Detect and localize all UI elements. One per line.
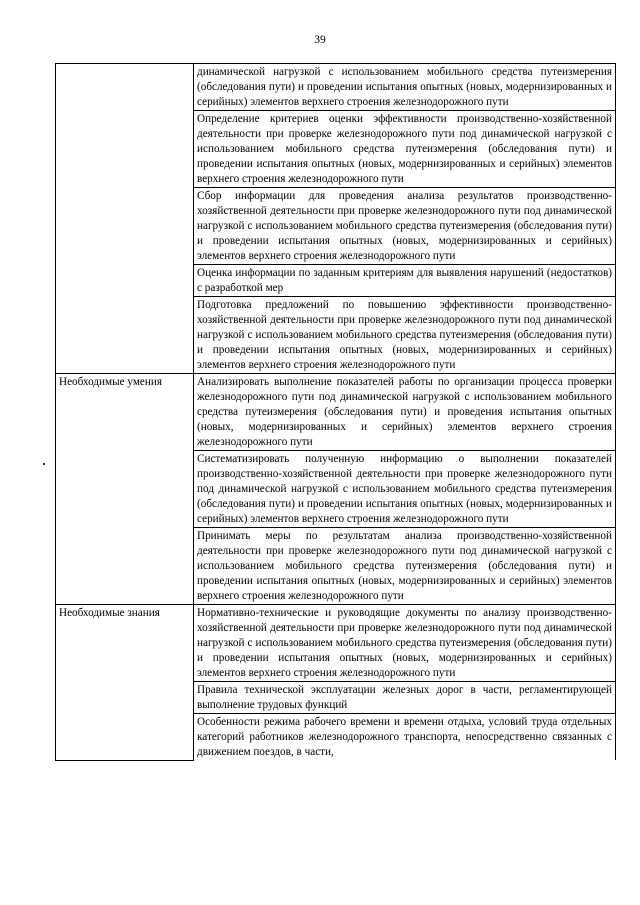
table-row [56, 605, 616, 682]
requirements-table [55, 63, 616, 761]
table-row [56, 64, 616, 111]
table-cell-item: Подготовка предложений по повышению эффективности производственно-хозяйственной деятельности при проверке железнодорожного пути под динамической нагрузкой с использованием мобильного средства путеизмерения (обследования пути) и проведении испытания опытных (новых, модернизированных и серийных) элементов верхнего строения железнодорожного пути [194, 297, 616, 374]
table-cell-item: Оценка информации по заданным критериям для выявления нарушений (недостатков) с разработкой мер [194, 265, 616, 297]
table-cell-item: Нормативно-технические и руководящие документы по анализу производственно-хозяйственной деятельности при проверке железнодорожного пути под динамической нагрузкой с использованием мобильного средства путеизмерения (обследования пути) и проведении испытания опытных (новых, модернизированных и серийных) элементов верхнего строения железнодорожного пути [194, 605, 616, 682]
scan-mark [43, 463, 45, 465]
section-label [56, 64, 194, 374]
table-cell-item: Сбор информации для проведения анализа результатов производственно-хозяйственной деятельности при проверке железнодорожного пути под динамической нагрузкой с использованием мобильного средства путеизмерения (обследования пути) и проведении испытания опытных (новых, модернизированных и серийных) элементов верхнего строения железнодорожного пути [194, 188, 616, 265]
table-cell-item: Особенности режима рабочего времени и времени отдыха, условий труда отдельных категорий работников железнодорожного транспорта, непосредственно связанных с движением поездов, в части, [194, 714, 616, 761]
table-cell-item: Принимать меры по результатам анализа производственно-хозяйственной деятельности при проверке железнодорожного пути под динамической нагрузкой с использованием мобильного средства путеизмерения (обследования пути) и проведении испытания опытных (новых, модернизированных и серийных) элементов верхнего строения железнодорожного пути [194, 528, 616, 605]
section-label-skills: Необходимые умения [56, 374, 194, 605]
table-cell-item: динамической нагрузкой с использованием мобильного средства путеизмерения (обследования пути) и проведении испытания опытных (новых, модернизированных и серийных) элементов верхнего строения железнодорожного пути [194, 64, 616, 111]
table-row [56, 374, 616, 451]
table-cell-item: Определение критериев оценки эффективности производственно-хозяйственной деятельности при проверке железнодорожного пути под динамической нагрузкой с использованием мобильного средства путеизмерения (обследования пути) и проведении испытания опытных (новых, модернизированных и серийных) элементов верхнего строения железнодорожного пути [194, 111, 616, 188]
section-label-knowledge: Необходимые знания [56, 605, 194, 761]
table-cell-item: Анализировать выполнение показателей работы по организации процесса проверки железнодорожного пути под динамической нагрузкой с использованием мобильного средства путеизмерения (обследования пути) и проведения испытания опытных (новых, модернизированных и серийных) элементов верхнего строения железнодорожного пути [194, 374, 616, 451]
table-cell-item: Систематизировать полученную информацию о выполнении показателей производственно-хозяйственной деятельности при проверке железнодорожного пути под динамической нагрузкой с использованием мобильного средства путеизмерения (обследования пути) и проведении испытания опытных (новых, модернизированных и серийных) элементов верхнего строения железнодорожного пути [194, 451, 616, 528]
page-number: 39 [314, 34, 326, 46]
table-cell-item: Правила технической эксплуатации железных дорог в части, регламентирующей выполнение трудовых функций [194, 682, 616, 714]
